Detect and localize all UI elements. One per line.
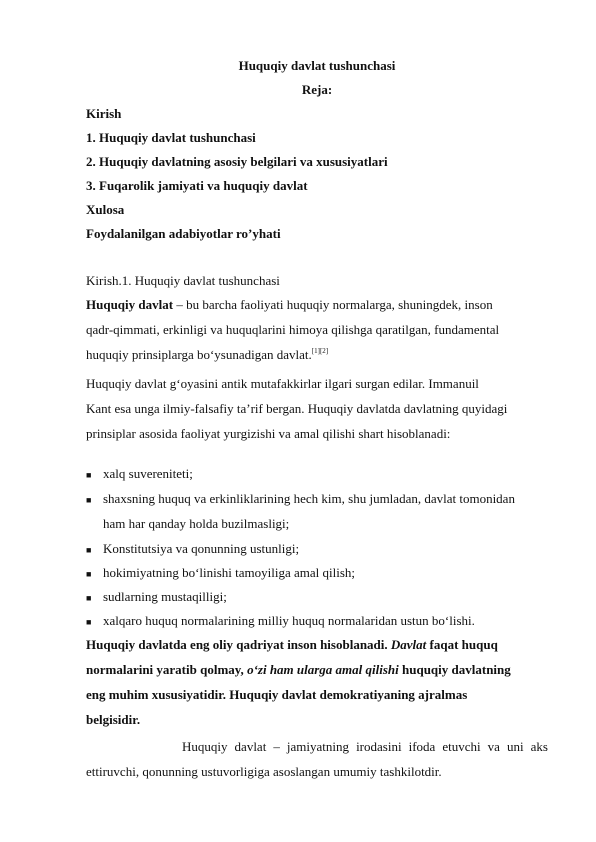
paragraph-line: eng muhim xususiyatidir. Huquqiy davlat demokratiyaning ajralmas bbox=[86, 687, 468, 702]
bullet-icon: ■ bbox=[86, 617, 92, 627]
list-item: xalqaro huquq normalarining milliy huquq normalaridan ustun bo‘lishi. bbox=[103, 613, 475, 628]
list-item: xalq suvereniteti; bbox=[103, 466, 193, 481]
bullet-icon: ■ bbox=[86, 495, 92, 505]
defined-term: Huquqiy davlat bbox=[86, 297, 174, 312]
paragraph-line: prinsiplar asosida faoliyat yurgizishi va amal qilishi shart hisoblanadi: bbox=[86, 426, 451, 441]
paragraph-line: Huquqiy davlat g‘oyasini antik mutafakkirlar ilgari surgan edilar. Immanuil bbox=[86, 376, 479, 391]
list-item: shaxsning huquq va erkinliklarining hech kim, shu jumladan, davlat tomonidan bbox=[103, 491, 515, 506]
list-item: sudlarning mustaqilligi; bbox=[103, 589, 227, 604]
emphasis: o‘zi ham ularga amal qilishi bbox=[247, 662, 399, 677]
reference-link[interactable]: [1][2] bbox=[311, 347, 329, 355]
paragraph-line: Kant esa unga ilmiy-falsafiy ta’rif bergan. Huquqiy davlatda davlatning quyidagi bbox=[86, 401, 508, 416]
list-item: hokimiyatning bo‘linishi tamoyiliga amal qilish; bbox=[103, 565, 356, 580]
bullet-icon: ■ bbox=[86, 569, 92, 579]
list-item: Konstitutsiya va qonunning ustunligi; bbox=[103, 541, 300, 556]
paragraph-line: normalarini yaratib qolmay, o‘zi ham ularga amal qilishi huquqiy davlatning bbox=[86, 662, 511, 677]
plan-item: 3. Fuqarolik jamiyati va huquqiy davlat bbox=[86, 178, 308, 193]
bullet-icon: ■ bbox=[86, 593, 92, 603]
paragraph-line: Huquqiy davlat – jamiyatning irodasini ifoda etuvchi va uni aks bbox=[182, 739, 548, 754]
plan-item: 1. Huquqiy davlat tushunchasi bbox=[86, 130, 256, 145]
paragraph-line: Huquqiy davlat – bu barcha faoliyati huquqiy normalarga, shuningdek, inson bbox=[86, 297, 493, 312]
plan-item: Xulosa bbox=[86, 202, 125, 217]
paragraph-line: huquqiy prinsiplarga bo‘ysunadigan davlat.[1][2] bbox=[86, 347, 329, 362]
bullet-icon: ■ bbox=[86, 545, 92, 555]
document-title: Huquqiy davlat tushunchasi bbox=[238, 58, 396, 73]
section-heading: Kirish.1. Huquqiy davlat tushunchasi bbox=[86, 273, 280, 288]
paragraph-line: ettiruvchi, qonunning ustuvorligiga asoslangan umumiy tashkilotdir. bbox=[86, 764, 442, 779]
emphasis: Davlat bbox=[390, 637, 427, 652]
paragraph-line: qadr-qimmati, erkinligi va huquqlarini himoya qilishga qaratilgan, fundamental bbox=[86, 322, 500, 337]
plan-item: 2. Huquqiy davlatning asosiy belgilari va xususiyatlari bbox=[86, 154, 388, 169]
plan-item: Foydalanilgan adabiyotlar ro’yhati bbox=[86, 226, 281, 241]
list-item-continuation: ham har qanday holda buzilmasligi; bbox=[103, 516, 290, 531]
paragraph-line: belgisidir. bbox=[86, 712, 141, 727]
paragraph-line: Huquqiy davlatda eng oliy qadriyat inson hisoblanadi. Davlat faqat huquq bbox=[86, 637, 498, 652]
bullet-icon: ■ bbox=[86, 470, 92, 480]
plan-heading: Reja: bbox=[301, 82, 333, 97]
plan-item: Kirish bbox=[86, 106, 122, 121]
